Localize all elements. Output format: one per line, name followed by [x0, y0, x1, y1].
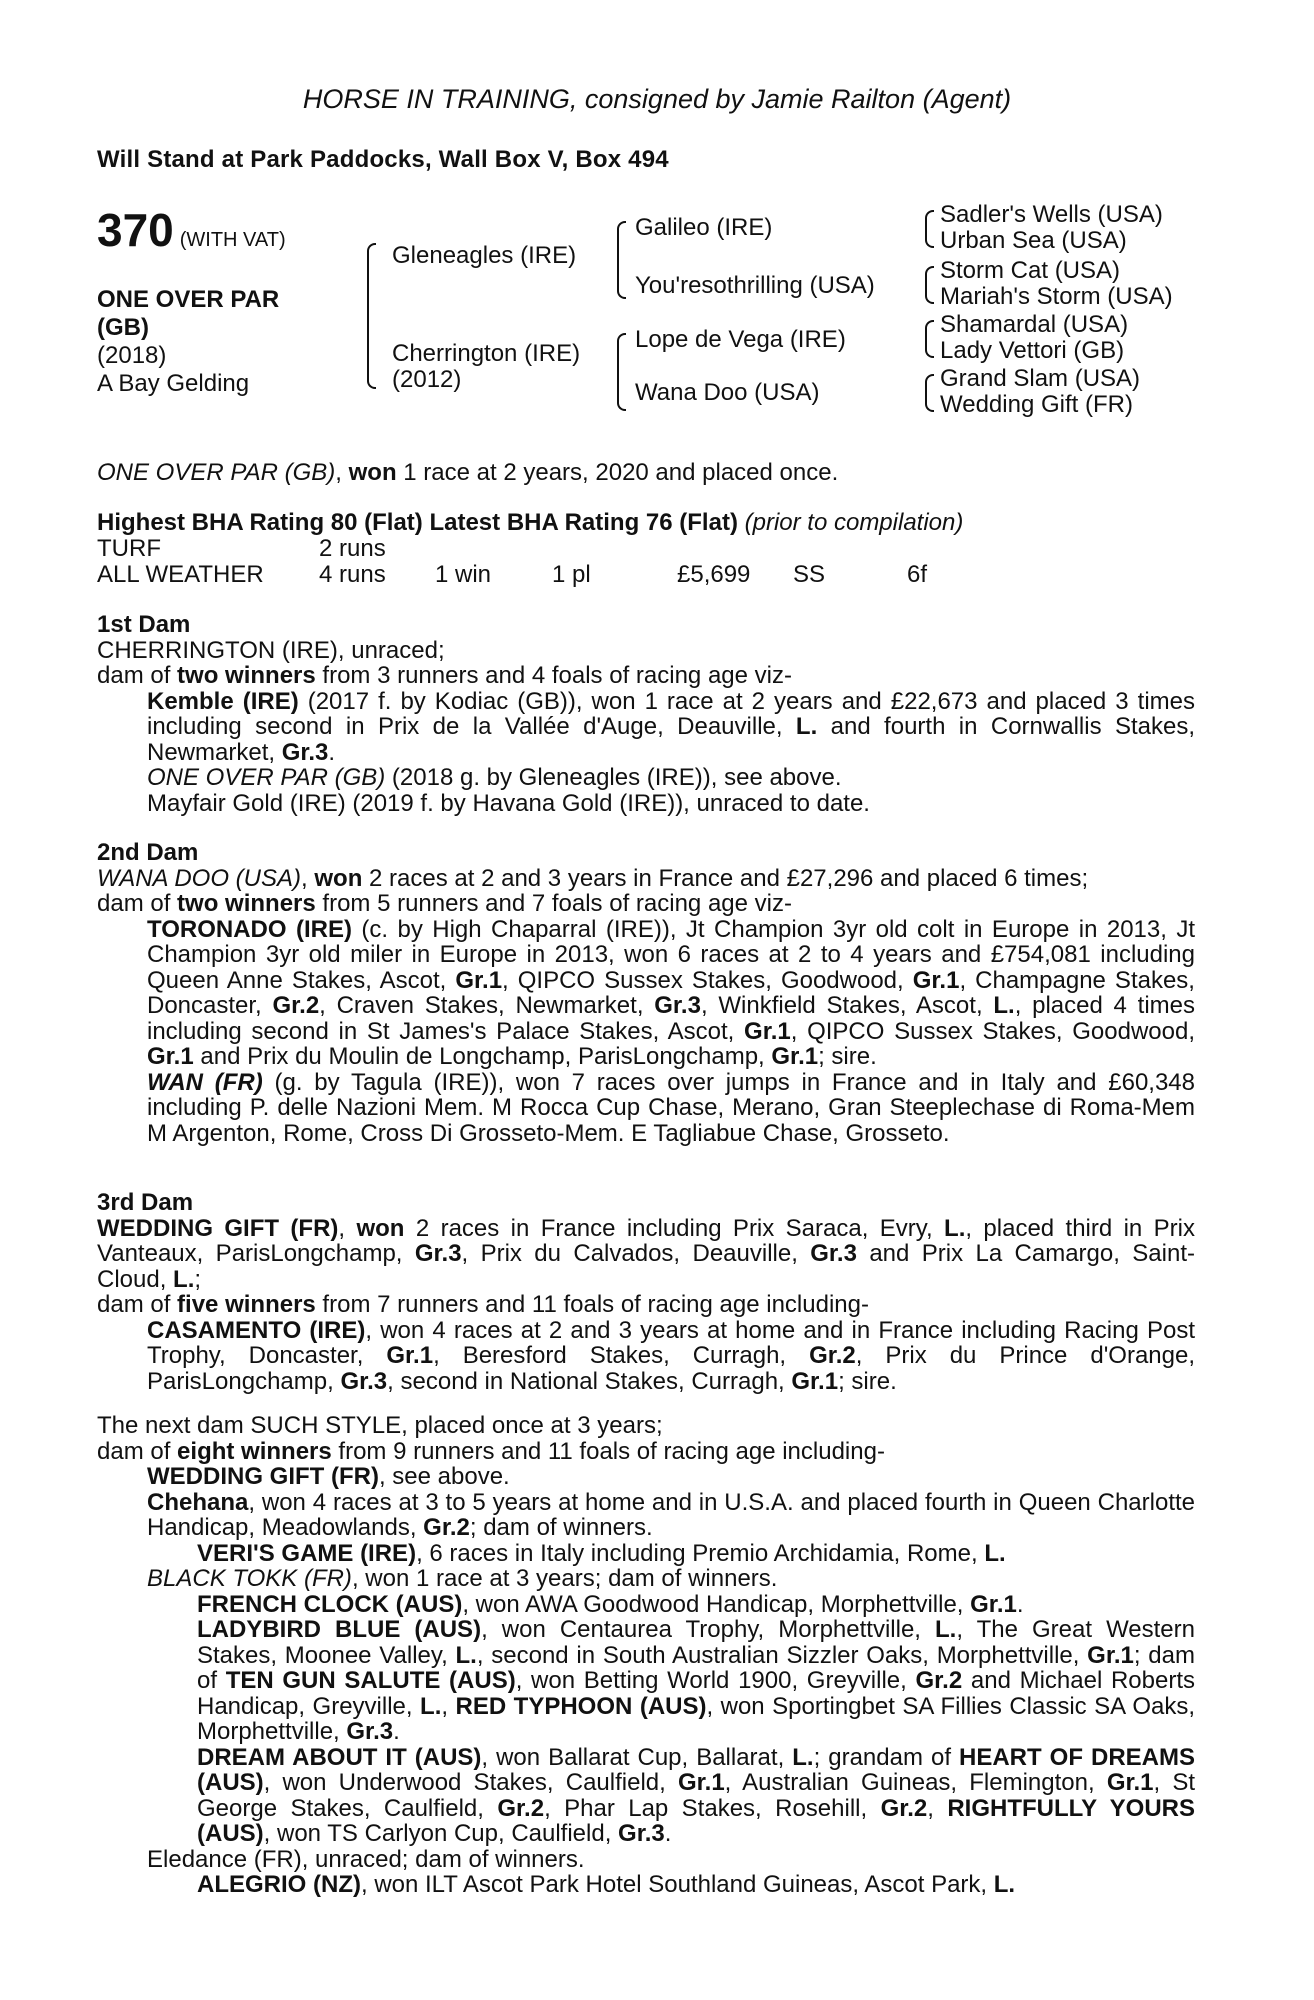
pedigree-sire: Gleneagles (IRE)	[392, 242, 577, 269]
first-dam-section	[97, 612, 1195, 816]
produce-ladybird-blue: LADYBIRD BLUE (AUS), won Centaurea Trophy, Morphettville, L., The Great Western Stakes, Moonee Valley, L., second in South Australian Sizzler Oaks, Morphettville, Gr.1; dam of TEN GUN SALUTE (AUS), won Betting World 1900, Greyville, Gr.2 and Michael Roberts Handicap, Greyville, L., RED TYPHOON (AUS), won Sportingbet SA Fillies Classic SA Oaks, Morphettville, Gr.3.	[197, 1616, 1196, 1745]
rating-line	[97, 510, 1195, 536]
produce-kemble: Kemble (IRE) (2017 f. by Kodiac (GB)), won 1 race at 2 years and £22,673 and placed 3 times including second in Prix de la Vallée d'Auge, Deauville, L. and fourth in Cornwallis Stakes, Newmarket, Gr.3.	[147, 687, 1195, 766]
produce-chehana: Chehana, won 4 races at 3 to 5 years at home and in U.S.A. and placed fourth in Queen Charlotte Handicap, Meadowlands, Gr.2; dam of winners.	[147, 1488, 1195, 1541]
produce-black-tokk: BLACK TOKK (FR), won 1 race at 3 years; dam of winners.	[147, 1565, 778, 1592]
produce-mayfair-gold: Mayfair Gold (IRE) (2019 f. by Havana Gold (IRE)), unraced to date.	[147, 789, 870, 817]
lot-number: 370	[97, 204, 174, 256]
third-dam-produce: dam of five winners from 7 runners and 11 foals of racing age including-	[97, 1291, 869, 1318]
pedigree-gg-3: Storm Cat (USA)	[940, 257, 1121, 284]
next-dam-line: The next dam SUCH STYLE, placed once at 3 years;	[97, 1412, 663, 1439]
horse-description: A Bay Gelding	[97, 370, 250, 397]
brace-g4	[925, 374, 934, 412]
brace-sire-dam	[367, 243, 376, 389]
vat-note: (WITH VAT)	[179, 229, 286, 251]
horse-name: ONE OVER PAR	[97, 286, 280, 313]
rating-note: (prior to compilation)	[744, 509, 964, 536]
stand-location: Will Stand at Park Paddocks, Wall Box V, Box 494	[97, 146, 669, 173]
produce-casamento: CASAMENTO (IRE), won 4 races at 2 and 3 years at home and in France including Racing Post Trophy, Doncaster, Gr.1, Beresford Stakes, Curragh, Gr.2, Prix du Prince d'Orange, ParisLongchamp, Gr.3, second in National Stakes, Curragh, Gr.1; sire.	[147, 1316, 1196, 1395]
aw-prize-money: £5,699	[677, 561, 751, 588]
pedigree-gg-7: Grand Slam (USA)	[940, 365, 1141, 392]
produce-french-clock: FRENCH CLOCK (AUS), won AWA Goodwood Handicap, Morphettville, Gr.1.	[197, 1590, 1024, 1618]
produce-eledance: Eledance (FR), unraced; dam of winners.	[147, 1845, 585, 1873]
pedigree-dam-year: (2012)	[392, 366, 462, 393]
produce-wan: WAN (FR) (g. by Tagula (IRE)), won 7 races over jumps in France and in Italy and £60,348 including P. delle Nazioni Mem. M Rocca Cup Chase, Merano, Gran Steeplechase di Roma-Mem M Argenton, Rome, Cross Di Grosseto-Mem. E Tagliabue Chase, Grosseto.	[147, 1068, 1196, 1147]
produce-wedding-gift: WEDDING GIFT (FR), see above.	[147, 1463, 510, 1490]
second-dam-section	[97, 840, 1195, 1146]
lot-number-block	[97, 203, 286, 257]
horse-country: (GB)	[97, 314, 149, 341]
pedigree-sire-dam: You'resothrilling (USA)	[635, 272, 875, 299]
aw-going: SS	[793, 561, 826, 588]
third-dam-heading: 3rd Dam	[97, 1189, 194, 1216]
aw-wins: 1 win	[435, 561, 492, 588]
brace-sire-parents	[617, 221, 626, 299]
second-dam-produce: dam of two winners from 5 runners and 7 foals of racing age viz-	[97, 890, 792, 917]
pedigree-gg-8: Wedding Gift (FR)	[940, 391, 1133, 418]
brace-dam-parents	[617, 333, 626, 411]
second-dam-line: WANA DOO (USA), won 2 races at 2 and 3 years in France and £27,296 and placed 6 times;	[97, 864, 1089, 892]
produce-toronado: TORONADO (IRE) (c. by High Chaparral (IRE)), Jt Champion 3yr old colt in Europe in 2013, Jt Champion 3yr old miler in Europe in 2013, won 6 races at 2 to 4 years and £754,081 including Queen Anne Stakes, Ascot, Gr.1, QIPCO Sussex Stakes, Goodwood, Gr.1, Champagne Stakes, Doncaster, Gr.2, Craven Stakes, Newmarket, Gr.3, Winkfield Stakes, Ascot, L., placed 4 times including second in St James's Palace Stakes, Ascot, Gr.1, QIPCO Sussex Stakes, Goodwood, Gr.1 and Prix du Moulin de Longchamp, ParisLongchamp, Gr.1; sire.	[147, 915, 1196, 1070]
summary-name: ONE OVER PAR (GB)	[97, 459, 336, 486]
next-dam-produce: dam of eight winners from 9 runners and 11 foals of racing age including-	[97, 1437, 885, 1465]
summary-text: 1 race at 2 years, 2020 and placed once.	[396, 459, 839, 486]
pedigree-sire-sire: Galileo (IRE)	[635, 214, 773, 241]
brace-g1	[925, 210, 934, 248]
second-dam-heading: 2nd Dam	[97, 839, 199, 866]
horse-identity	[97, 286, 279, 398]
brace-g3	[925, 320, 934, 358]
first-dam-heading: 1st Dam	[97, 611, 191, 638]
produce-one-over-par: ONE OVER PAR (GB) (2018 g. by Gleneagles (IRE)), see above.	[147, 764, 842, 791]
brace-g2	[925, 266, 934, 304]
produce-veris-game: VERI'S GAME (IRE), 6 races in Italy including Premio Archidamia, Rome, L.	[197, 1539, 1006, 1567]
turf-label: TURF	[97, 535, 161, 562]
aw-distance: 6f	[907, 561, 928, 588]
pedigree-gg-6: Lady Vettori (GB)	[940, 337, 1125, 364]
turf-runs: 2 runs	[319, 535, 386, 562]
pedigree-dam-dam: Wana Doo (USA)	[635, 379, 820, 406]
first-dam-produce: dam of two winners from 3 runners and 4 foals of racing age viz-	[97, 662, 792, 689]
page-title: HORSE IN TRAINING, consigned by Jamie Railton (Agent)	[302, 84, 1012, 114]
pedigree-gg-4: Mariah's Storm (USA)	[940, 283, 1173, 310]
pedigree-dam-sire: Lope de Vega (IRE)	[635, 326, 846, 353]
produce-alegrio: ALEGRIO (NZ), won ILT Ascot Park Hotel Southland Guineas, Ascot Park, L.	[197, 1871, 1016, 1898]
aw-label: ALL WEATHER	[97, 561, 264, 588]
summary-won: won	[348, 459, 397, 486]
third-dam-section	[97, 1190, 1195, 1394]
produce-dream-about-it: DREAM ABOUT IT (AUS), won Ballarat Cup, Ballarat, L.; grandam of HEART OF DREAMS (AUS), won Underwood Stakes, Caulfield, Gr.1, Australian Guineas, Flemington, Gr.1, St George Stakes, Caulfield, Gr.2, Phar Lap Stakes, Rosehill, Gr.2, RIGHTFULLY YOURS (AUS), won TS Carlyon Cup, Caulfield, Gr.3.	[197, 1743, 1196, 1847]
pedigree-gg-2: Urban Sea (USA)	[940, 227, 1127, 254]
aw-runs: 4 runs	[319, 561, 386, 588]
first-dam-line: CHERRINGTON (IRE), unraced;	[97, 636, 445, 664]
aw-places: 1 pl	[552, 561, 591, 588]
next-dam-section	[97, 1413, 1195, 1898]
third-dam-line: WEDDING GIFT (FR), won 2 races in France including Prix Saraca, Evry, L., placed third in Prix Vanteaux, ParisLongchamp, Gr.3, Prix du Calvados, Deauville, Gr.3 and Prix La Camargo, Saint-Cloud, L.;	[97, 1214, 1195, 1293]
horse-year: (2018)	[97, 342, 167, 369]
pedigree-dam: Cherrington (IRE)	[392, 340, 581, 367]
rating-text: Highest BHA Rating 80 (Flat) Latest BHA Rating 76 (Flat)	[97, 509, 738, 536]
pedigree-gg-1: Sadler's Wells (USA)	[940, 201, 1163, 228]
race-summary: ONE OVER PAR (GB), won 1 race at 2 years, 2020 and placed once.	[97, 459, 839, 486]
pedigree-gg-5: Shamardal (USA)	[940, 311, 1129, 338]
